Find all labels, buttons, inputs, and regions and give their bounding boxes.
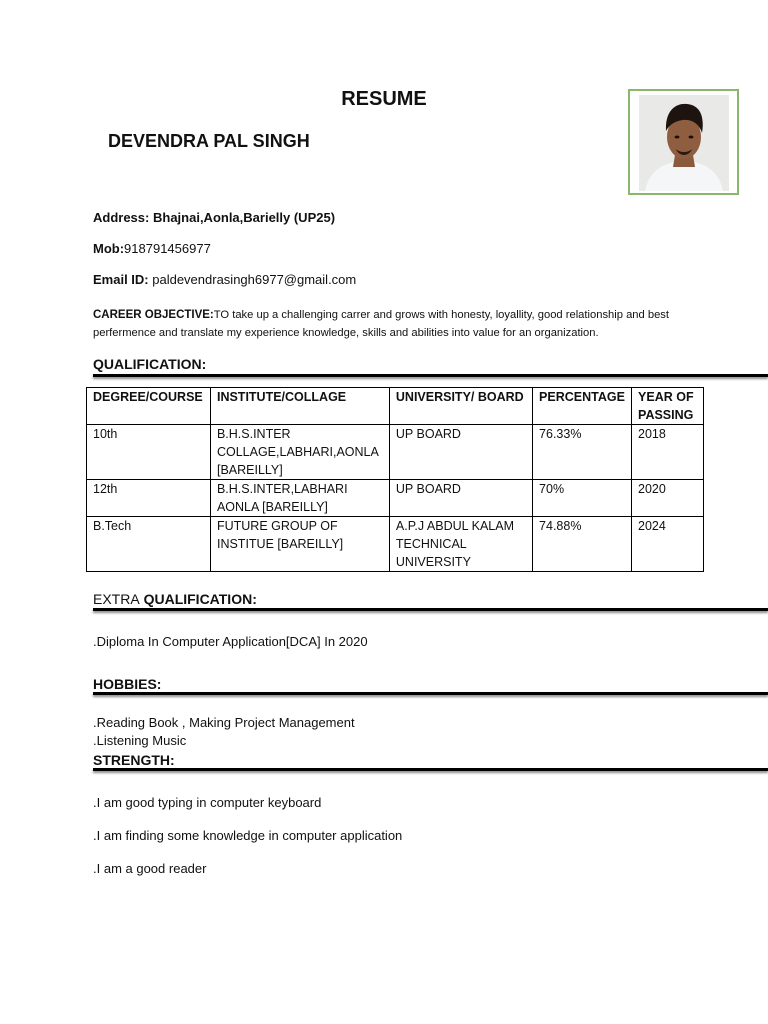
extra-heading-main: QUALIFICATION: xyxy=(143,591,257,607)
institute-cell: B.H.S.INTER COLLAGE,LABHARI,AONLA [BAREILLY] xyxy=(210,425,389,480)
column-header: UNIVERSITY/ BOARD xyxy=(389,388,532,425)
profile-photo xyxy=(639,95,729,191)
table-row xyxy=(87,425,704,480)
extra-heading-prefix: EXTRA xyxy=(93,591,140,607)
year-cell: 2024 xyxy=(632,517,704,572)
email-value: paldevendrasingh6977@gmail.com xyxy=(152,272,357,287)
strength-divider xyxy=(93,768,768,771)
resume-title: RESUME xyxy=(341,88,427,110)
strength-heading: STRENGTH: xyxy=(93,752,175,768)
percentage-cell: 70% xyxy=(533,480,632,517)
list-item: .Diploma In Computer Application[DCA] In 2020 xyxy=(93,634,368,649)
column-header: DEGREE/COURSE xyxy=(87,388,211,425)
column-header: INSTITUTE/COLLAGE xyxy=(210,388,389,425)
list-item: .I am a good reader xyxy=(93,861,207,876)
table-header-row xyxy=(87,388,704,425)
table-row xyxy=(87,517,704,572)
qualification-heading: QUALIFICATION: xyxy=(93,356,207,372)
list-item: .Reading Book , Making Project Management xyxy=(93,715,355,730)
degree-cell: 12th xyxy=(87,480,211,517)
qualification-divider xyxy=(93,374,768,377)
year-cell: 2018 xyxy=(632,425,704,480)
address-label: Address: xyxy=(93,210,150,225)
hobbies-divider xyxy=(93,692,768,695)
objective-label: CAREER OBJECTIVE: xyxy=(93,309,214,321)
mobile-label: Mob: xyxy=(93,241,125,256)
list-item: .I am good typing in computer keyboard xyxy=(93,795,322,810)
column-header: YEAR OF PASSING xyxy=(632,388,704,425)
percentage-cell: 76.33% xyxy=(533,425,632,480)
institute-cell: FUTURE GROUP OF INSTITUE [BAREILLY] xyxy=(210,517,389,572)
extra-qualification-divider xyxy=(93,608,768,611)
person-portrait-icon xyxy=(639,95,729,191)
candidate-name: DEVENDRA PAL SINGH xyxy=(108,131,310,151)
institute-cell: B.H.S.INTER,LABHARI AONLA [BAREILLY] xyxy=(210,480,389,517)
degree-cell: B.Tech xyxy=(87,517,211,572)
address-line xyxy=(93,210,335,225)
board-cell: UP BOARD xyxy=(389,425,532,480)
hobbies-heading: HOBBIES: xyxy=(93,676,162,692)
address-value: Bhajnai,Aonla,Barielly (UP25) xyxy=(152,210,336,225)
list-item: .I am finding some knowledge in computer application xyxy=(93,828,403,843)
email-label: Email ID: xyxy=(93,272,149,287)
board-cell: UP BOARD xyxy=(389,480,532,517)
objective-text: TO take up a challenging carrer and grows with honesty, loyallity, good relationship and best perfermence and translate my experience knowledge, skills and abilities into value for an organization. xyxy=(93,309,669,339)
percentage-cell: 74.88% xyxy=(533,517,632,572)
extra-qualification-heading xyxy=(93,591,257,607)
mobile-line xyxy=(93,241,211,256)
email-line xyxy=(93,272,356,287)
board-cell: A.P.J ABDUL KALAM TECHNICAL UNIVERSITY xyxy=(389,517,532,572)
qualification-table xyxy=(86,387,704,572)
degree-cell: 10th xyxy=(87,425,211,480)
column-header: PERCENTAGE xyxy=(533,388,632,425)
profile-photo-frame xyxy=(628,89,739,195)
mobile-value: 918791456977 xyxy=(124,241,211,256)
year-cell: 2020 xyxy=(632,480,704,517)
list-item: .Listening Music xyxy=(93,733,187,748)
table-row xyxy=(87,480,704,517)
career-objective xyxy=(93,306,683,342)
